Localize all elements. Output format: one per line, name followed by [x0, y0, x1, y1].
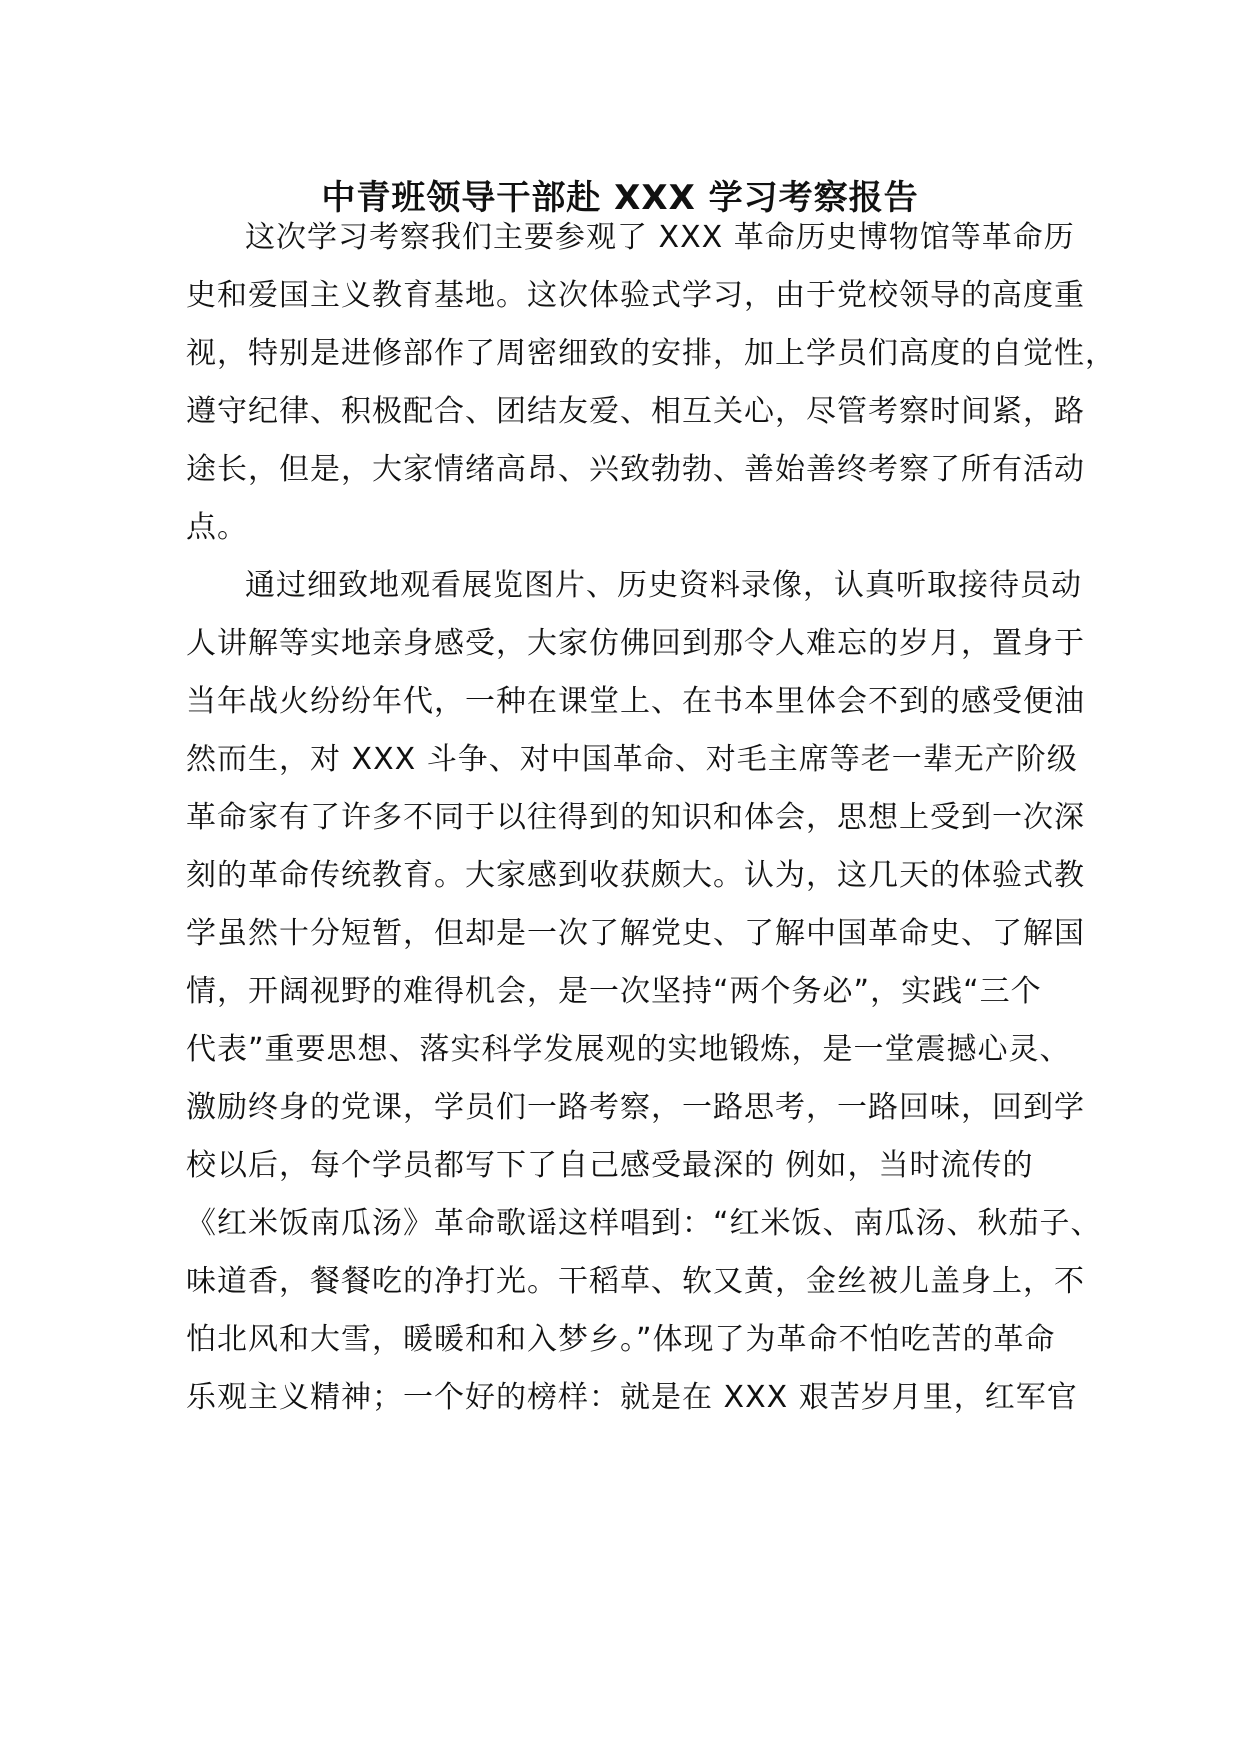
paragraph-2-line-14: 怕北风和大雪，暖暖和和入梦乡。”体现了为革命不怕吃苦的革命 — [186, 1322, 1056, 1357]
paragraph-2-line-6: 刻的革命传统教育。大家感到收获颇大。认为，这几天的体验式教 — [186, 858, 1085, 893]
paragraph-2-line-11: 校以后，每个学员都写下了自己感受最深的 例如，当时流传的 — [186, 1148, 1034, 1183]
paragraph-2-line-9: 代表”重要思想、落实科学发展观的实地锻炼，是一堂震撼心灵、 — [186, 1032, 1071, 1067]
paragraph-2-line-2: 人讲解等实地亲身感受，大家仿佛回到那令人难忘的岁月，置身于 — [186, 626, 1085, 661]
paragraph-1-line-3: 视，特别是进修部作了周密细致的安排，加上学员们高度的自觉性， — [186, 336, 1116, 371]
paragraph-2-line-10: 激励终身的党课，学员们一路考察，一路思考，一路回味，回到学 — [186, 1090, 1085, 1125]
document-title: 中青班领导干部赴 XXX 学习考察报告 — [321, 178, 919, 218]
paragraph-2-line-12: 《红米饭南瓜汤》革命歌谣这样唱到：“红米饭、南瓜汤、秋茄子、 — [186, 1206, 1102, 1241]
paragraph-1-line-2: 史和爱国主义教育基地。这次体验式学习，由于党校领导的高度重 — [186, 278, 1085, 313]
paragraph-2-line-7: 学虽然十分短暂，但却是一次了解党史、了解中国革命史、了解国 — [186, 916, 1085, 951]
paragraph-1-line-4: 遵守纪律、积极配合、团结友爱、相互关心，尽管考察时间紧，路 — [186, 394, 1085, 429]
paragraph-2-line-13: 味道香，餐餐吃的净打光。干稻草、软又黄，金丝被儿盖身上，不 — [186, 1264, 1085, 1299]
paragraph-2-line-8: 情，开阔视野的难得机会，是一次坚持“两个务必”，实践“三个 — [186, 974, 1042, 1009]
paragraph-2-line-3: 当年战火纷纷年代，一种在课堂上、在书本里体会不到的感受便油 — [186, 684, 1085, 719]
paragraph-2-line-15: 乐观主义精神；一个好的榜样：就是在 XXX 艰苦岁月里，红军官 — [186, 1380, 1078, 1415]
paragraph-1-line-6: 点。 — [186, 510, 248, 545]
paragraph-1-line-1: 这次学习考察我们主要参观了 XXX 革命历史博物馆等革命历 — [245, 220, 1075, 255]
paragraph-1-line-5: 途长，但是，大家情绪高昂、兴致勃勃、善始善终考察了所有活动 — [186, 452, 1085, 487]
paragraph-2-line-1: 通过细致地观看展览图片、历史资料录像，认真听取接待员动 — [245, 568, 1082, 603]
paragraph-2-line-4: 然而生，对 XXX 斗争、对中国革命、对毛主席等老一辈无产阶级 — [186, 742, 1078, 777]
paragraph-2-line-5: 革命家有了许多不同于以往得到的知识和体会，思想上受到一次深 — [186, 800, 1085, 835]
